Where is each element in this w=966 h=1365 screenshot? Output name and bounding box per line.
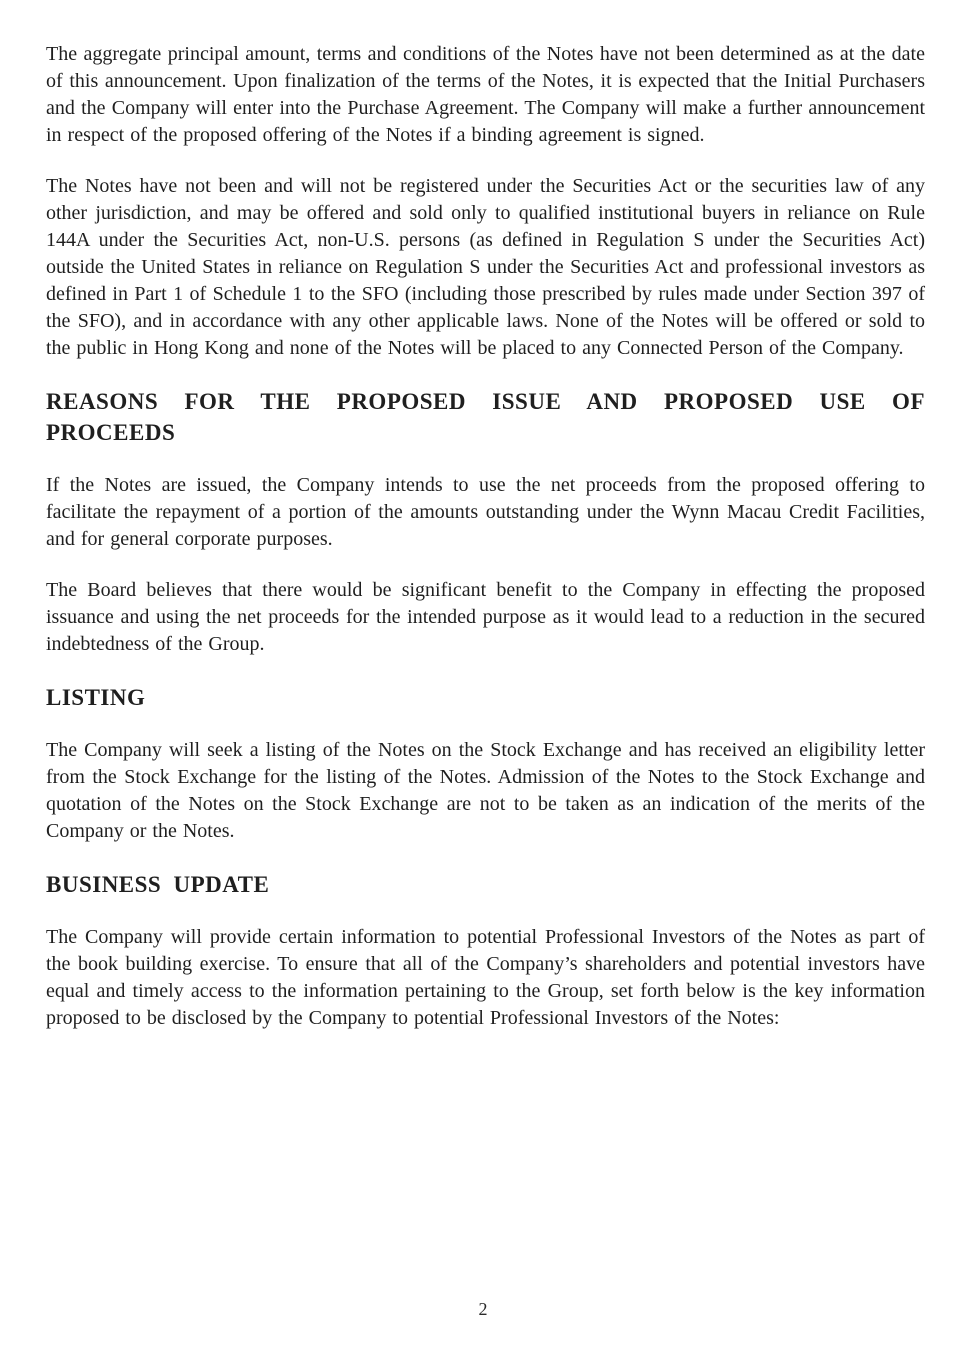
paragraph-notes-terms: The aggregate principal amount, terms and conditions of the Notes have not been determined as at the date of this announcement. Upon finalization of the terms of the Notes, it is expected that the Initial Purchasers and the Company will enter into the Purchase Agreement. The Company will make a further announcement in respect of the proposed offering of the Notes if a binding agreement is signed. — [46, 43, 925, 146]
heading-business-update: BUSINESS UPDATE — [46, 872, 270, 897]
paragraph-board-belief: The Board believes that there would be significant benefit to the Company in effecting the proposed issuance and using the net proceeds for the intended purpose as it would lead to a reduction in the secured indebtedness of the Group. — [46, 579, 925, 655]
paragraph-securities-act-restrictions: The Notes have not been and will not be registered under the Securities Act or the securities law of any other jurisdiction, and may be offered and sold only to qualified institutional buyers in reliance on Rule 144A under the Securities Act, non-U.S. persons (as defined in Regulation S under the Securities Act) outside the United States in reliance on Regulation S under the Securities Act and professional investors as defined in Part 1 of Schedule 1 to the SFO (including those prescribed by rules made under Section 397 of the SFO), and in accordance with any other applicable laws. None of the Notes will be offered or sold to the public in Hong Kong and none of the Notes will be placed to any Connected Person of the Company. — [46, 175, 925, 359]
paragraph-listing-details: The Company will seek a listing of the Notes on the Stock Exchange and has received an eligibility letter from the Stock Exchange for the listing of the Notes. Admission of the Notes to the Stock Exchange and quotation of the Notes on the Stock Exchange are not to be taken as an indication of the merits of the Company or the Notes. — [46, 739, 925, 842]
heading-reasons-for-proposed-issue: REASONS FOR THE PROPOSED ISSUE AND PROPOSED USE OF PROCEEDS — [46, 389, 925, 445]
page-number: 2 — [478, 1299, 488, 1319]
paragraph-use-of-proceeds: If the Notes are issued, the Company intends to use the net proceeds from the proposed offering to facilitate the repayment of a portion of the amounts outstanding under the Wynn Macau Credit Facilities, and for general corporate purposes. — [46, 474, 925, 550]
heading-listing: LISTING — [46, 685, 146, 710]
paragraph-business-update-intro: The Company will provide certain information to potential Professional Investors of the Notes as part of the book building exercise. To ensure that all of the Company’s shareholders and potential investors have equal and timely access to the information pertaining to the Group, set forth below is the key information proposed to be disclosed by the Company to potential Professional Investors of the Notes: — [46, 926, 925, 1029]
